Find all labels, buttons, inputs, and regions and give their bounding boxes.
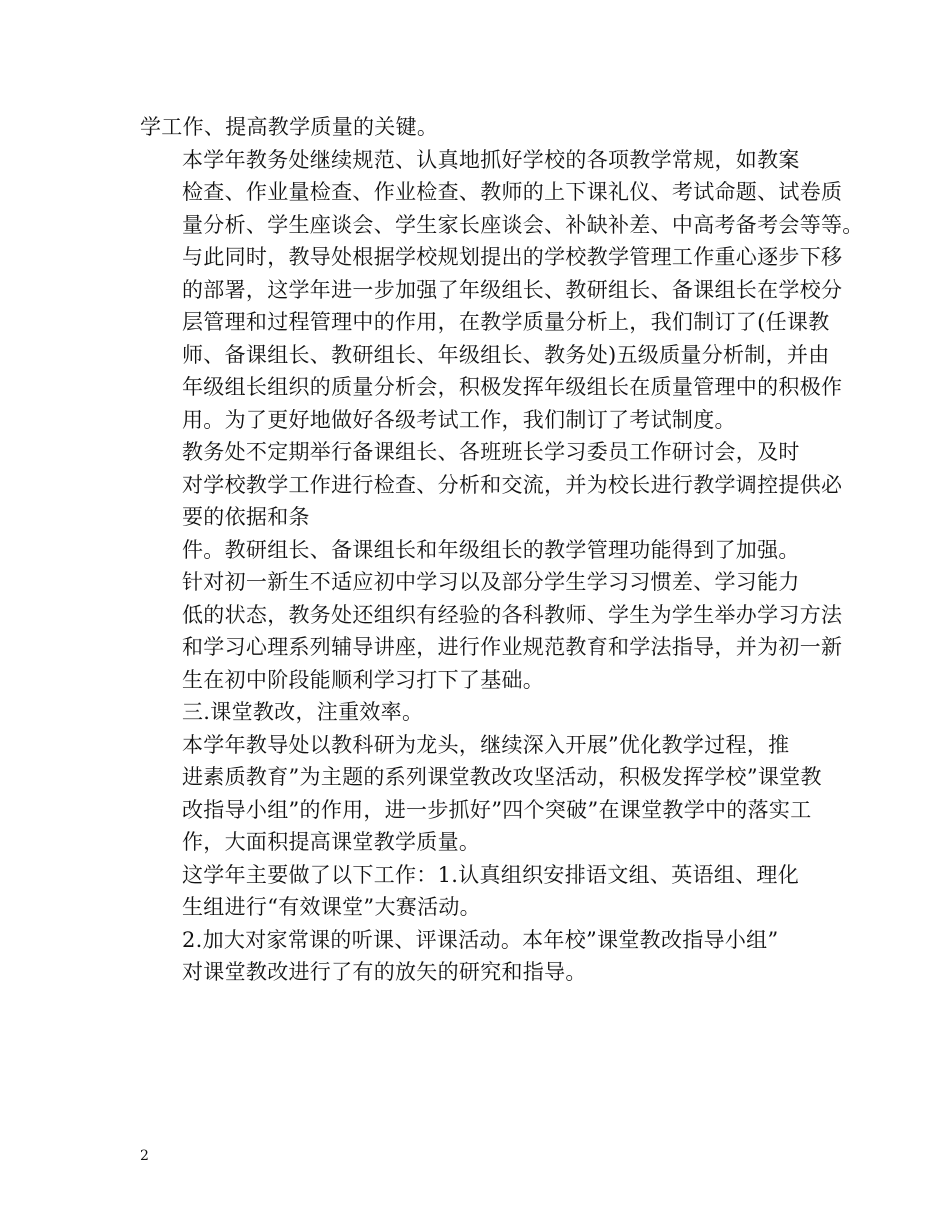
paragraph xyxy=(140,859,820,924)
text-line: 生在初中阶段能顺利学习打下了基础。 xyxy=(182,667,545,692)
text-line: 和学习心理系列辅导讲座，进行作业规范教育和学法指导，并为初一新 xyxy=(182,635,843,659)
paragraph xyxy=(140,111,820,144)
text-line: 与此同时，教导处根据学校规划提出的学校教学管理工作重心逐步下移 xyxy=(182,245,843,269)
text-line: 对学校教学工作进行检查、分析和交流，并为校长进行教学调控提供必 xyxy=(182,472,843,497)
text-line: 要的依据和条 xyxy=(182,505,310,529)
text-line: 改指导小组”的作用，进一步抓好”四个突破”在课堂教学中的落实工 xyxy=(182,797,812,822)
text-line: 本学年教务处继续规范、认真地抓好学校的各项教学常规，如教案 xyxy=(182,147,800,172)
text-line: 针对初一新生不适应初中学习以及部分学生学习习惯差、学习能力 xyxy=(182,570,800,594)
text-line: 师、备课组长、教研组长、年级组长、教务处)五级质量分析制，并由 xyxy=(182,342,830,367)
text-line: 进素质教育”为主题的系列课堂教改攻坚活动，积极发挥学校”课堂教 xyxy=(182,765,822,789)
text-line: 检查、作业量检查、作业检查、教师的上下课礼仪、考试命题、试卷质 xyxy=(182,180,843,204)
document-body xyxy=(140,111,864,989)
text-line: 年级组长组织的质量分析会，积极发挥年级组长在质量管理中的积极作 xyxy=(182,375,843,399)
page-number: 2 xyxy=(140,1148,149,1164)
text-line: 件。教研组长、备课组长和年级组长的教学管理功能得到了加强。 xyxy=(182,537,800,562)
text-line: 本学年教导处以教科研为龙头，继续深入开展”优化教学过程，推 xyxy=(182,732,790,757)
paragraph xyxy=(140,924,820,989)
text-line: 这学年主要做了以下工作：1.认真组织安排语文组、英语组、理化 xyxy=(182,862,800,887)
paragraph xyxy=(140,696,820,729)
text-line: 用。为了更好地做好各级考试工作，我们制订了考试制度。 xyxy=(182,407,736,432)
text-line: 教务处不定期举行备课组长、各班班长学习委员工作研讨会，及时 xyxy=(182,440,800,464)
paragraph xyxy=(140,144,864,437)
paragraph xyxy=(140,729,820,859)
text-line: 量分析、学生座谈会、学生家长座谈会、补缺补差、中高考备考会等等。 xyxy=(182,212,864,237)
paragraph xyxy=(140,566,843,696)
text-line: 的部署，这学年进一步加强了年级组长、教研组长、备课组长在学校分 xyxy=(182,277,843,302)
text-line: 2.加大对家常课的听课、评课活动。本年校”课堂教改指导小组” xyxy=(182,927,779,952)
paragraph xyxy=(140,436,843,534)
text-line: 三.课堂教改，注重效率。 xyxy=(182,700,424,724)
text-line: 低的状态，教务处还组织有经验的各科教师、学生为学生举办学习方法 xyxy=(182,602,843,627)
paragraph xyxy=(140,534,820,567)
text-line: 作，大面积提高课堂教学质量。 xyxy=(182,830,481,854)
text-line: 层管理和过程管理中的作用，在教学质量分析上，我们制订了(任课教 xyxy=(182,310,830,334)
text-line: 学工作、提高教学质量的关键。 xyxy=(140,115,439,139)
text-line: 生组进行“有效课堂”大赛活动。 xyxy=(182,895,481,919)
text-line: 对课堂教改进行了有的放矢的研究和指导。 xyxy=(182,960,587,984)
